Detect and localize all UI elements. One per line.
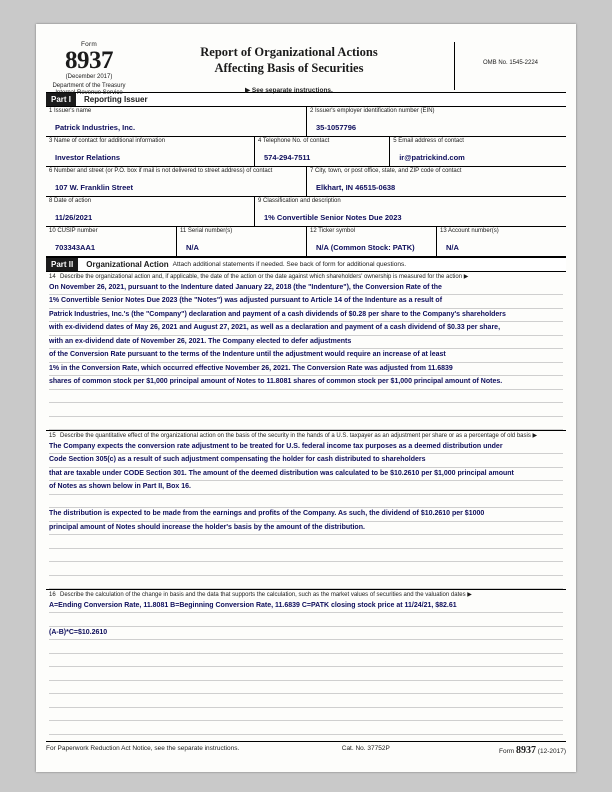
form-revision: (December 2017): [65, 74, 113, 81]
answer-line: with an ex-dividend date of November 26, 2021. The Company elected to defer adjustments: [49, 336, 563, 350]
form-title-block: [134, 44, 444, 94]
field-serial-number[interactable]: [176, 227, 306, 256]
answer-line: [49, 562, 563, 576]
answer-line: The Company expects the conversion rate adjustment to be treated for U.S. federal income tax purposes as a deemed distribution under: [49, 441, 563, 455]
question-16-prompt: [46, 590, 566, 600]
field-contact-email-value: ir@patrickind.com: [399, 152, 465, 162]
field-contact-name-label: 3 Name of contact for additional information: [49, 138, 166, 144]
answer-line: shares of common stock per $1,000 principal amount of Notes to 11.8081 shares of common stock per $1,000 principal amount of Notes.: [49, 376, 563, 390]
answer-line: [49, 721, 563, 735]
answer-line: with ex-dividend dates of May 26, 2021 and August 27, 2021, as well as a declaration and payment of a cash dividend of $0.33 per share,: [49, 322, 563, 336]
see-instructions-note: ▶ See separate instructions.: [245, 86, 333, 94]
question-15-answer[interactable]: [46, 441, 566, 590]
field-contact-phone-label: 4 Telephone No. of contact: [258, 138, 330, 144]
field-ein-value: 35-1057796: [316, 122, 357, 132]
part-1-badge: Part I: [46, 93, 76, 106]
field-account-number-label: 13 Account number(s): [440, 228, 499, 234]
answer-line: The distribution is expected to be made from the earnings and profits of the Company. As such, the dividend of $10.2610 per $1000: [49, 508, 563, 522]
field-contact-street-value: 107 W. Franklin Street: [55, 182, 133, 192]
answer-line: [49, 694, 563, 708]
question-14-answer[interactable]: [46, 282, 566, 431]
footer-form-number: 8937: [515, 744, 536, 756]
answer-line: [49, 681, 563, 695]
field-contact-city-value: Elkhart, IN 46515-0638: [316, 182, 396, 192]
issuer-row-1: [46, 107, 566, 137]
form-department: Department of the Treasury Internal Revenue Service: [52, 83, 126, 97]
field-account-number-value: N/A: [446, 242, 459, 252]
question-14-prompt: [46, 272, 566, 282]
footer-form-revision: (12-2017): [537, 747, 566, 755]
answer-line: [49, 417, 563, 431]
part-2-title: Organizational Action: [86, 260, 169, 269]
field-serial-number-label: 11 Serial number(s): [180, 228, 233, 234]
field-ein[interactable]: [306, 107, 566, 136]
answer-line: [49, 708, 563, 722]
footer-form-id: [436, 745, 566, 756]
field-cusip[interactable]: [46, 227, 176, 256]
issuer-row-3: [46, 167, 566, 197]
answer-line: [49, 390, 563, 404]
question-16-number: 16: [49, 592, 56, 598]
field-contact-email-label: 5 Email address of contact: [393, 138, 464, 144]
answer-line: [49, 667, 563, 681]
answer-line: 1% in the Conversion Rate, which occurred effective November 26, 2021. The Conversion Rate was adjusted from 11.6839: [49, 363, 563, 377]
form-title-line2: Affecting Basis of Securities: [214, 61, 364, 76]
answer-line: [49, 613, 563, 627]
form-content: [46, 42, 566, 758]
field-contact-email[interactable]: [389, 137, 566, 166]
form-header: [46, 41, 566, 97]
issuer-row-2: [46, 137, 566, 167]
field-date-of-action-label: 8 Date of action: [49, 198, 92, 204]
form-sheet: [36, 24, 576, 772]
field-contact-city-label: 7 City, town, or post office, state, and ZIP code of contact: [310, 168, 462, 174]
field-date-of-action-value: 11/26/2021: [55, 212, 93, 222]
question-15-text: Describe the quantitative effect of the organizational action on the basis of the security in the hands of a U.S. taxpayer as an adjustment per share or as a percentage of old basis ▶: [60, 433, 538, 439]
answer-line: Code Section 305(c) as a result of such adjustment compensating the holder for cash distributed to shareholders: [49, 454, 563, 468]
answer-line: principal amount of Notes should increase the holder's basis by the amount of the distribution.: [49, 522, 563, 536]
field-contact-street[interactable]: [46, 167, 306, 196]
field-contact-phone-value: 574-294-7511: [264, 152, 311, 162]
question-15: [46, 431, 566, 590]
field-contact-name[interactable]: [46, 137, 254, 166]
answer-line: [49, 549, 563, 563]
issuer-row-4: [46, 197, 566, 227]
part-2-note: Attach additional statements if needed. See back of form for additional questions.: [172, 261, 407, 268]
answer-line: [49, 495, 563, 509]
question-14-number: 14: [49, 274, 56, 280]
answer-line: of Notes as shown below in Part II, Box 16.: [49, 481, 563, 495]
form-number-block: [46, 42, 132, 97]
answer-line: [49, 654, 563, 668]
catalog-number: Cat. No. 37752P: [341, 744, 390, 752]
field-date-of-action[interactable]: [46, 197, 254, 226]
question-16-text: Describe the calculation of the change in basis and the data that supports the calculation, such as the market values of securities and the valuation dates ▶: [60, 592, 472, 598]
answer-line: [49, 640, 563, 654]
form-number: 8937: [65, 46, 113, 74]
field-contact-city[interactable]: [306, 167, 566, 196]
answer-line: [49, 576, 563, 590]
form-title-line1: Report of Organizational Actions: [200, 45, 378, 59]
part-1-title: Reporting Issuer: [84, 95, 148, 104]
form-word-label: Form: [81, 41, 97, 48]
field-issuer-name-value: Patrick Industries, Inc.: [55, 122, 136, 132]
field-issuer-name-label: 1 Issuer's name: [49, 108, 92, 114]
part-2-badge: Part II: [46, 258, 78, 271]
field-cusip-label: 10 CUSIP number: [49, 228, 98, 234]
field-classification-label: 9 Classification and description: [258, 198, 341, 204]
issuer-row-5: [46, 227, 566, 257]
answer-line: (A-B)*C=$10.2610: [49, 627, 563, 641]
field-serial-number-value: N/A: [186, 242, 199, 252]
answer-line: [49, 535, 563, 549]
question-16: [46, 590, 566, 735]
answer-line: A=Ending Conversion Rate, 11.8081 B=Beginning Conversion Rate, 11.6839 C=PATK closing stock price at 11/24/21, $82.61: [49, 600, 563, 614]
question-14-text: Describe the organizational action and, if applicable, the date of the action or the date against which shareholders' ownership is measured for the action ▶: [60, 274, 469, 280]
answer-line: [49, 403, 563, 417]
field-classification-value: 1% Convertible Senior Notes Due 2023: [264, 212, 402, 222]
field-contact-street-label: 6 Number and street (or P.O. box if mail is not delivered to street address) of contact: [49, 168, 273, 174]
field-ticker-symbol-label: 12 Ticker symbol: [310, 228, 356, 234]
question-14: [46, 272, 566, 431]
question-15-number: 15: [49, 433, 56, 439]
field-contact-phone[interactable]: [254, 137, 389, 166]
field-cusip-value: 703343AA1: [55, 242, 96, 252]
field-ticker-symbol-value: N/A (Common Stock: PATK): [316, 242, 415, 252]
answer-line: 1% Convertible Senior Notes Due 2023 (the "Notes") was adjusted pursuant to Article 14 of the Indenture as a result of: [49, 295, 563, 309]
field-classification[interactable]: [254, 197, 566, 226]
answer-line: Patrick Industries, Inc.'s (the "Company") declaration and payment of a cash dividends of $0.28 per share to the Company's shareholders: [49, 309, 563, 323]
question-15-prompt: [46, 431, 566, 441]
field-contact-name-value: Investor Relations: [55, 152, 121, 162]
form-footer: [46, 741, 566, 756]
omb-number: OMB No. 1545-2224: [454, 42, 566, 90]
answer-line: of the Conversion Rate pursuant to the terms of the Indenture until the adjustment would require an increase of at least: [49, 349, 563, 363]
question-16-answer[interactable]: [46, 600, 566, 735]
answer-line: that are taxable under CODE Section 301. The amount of the deemed distribution was calculated to be $10.2610 per $1,000 principal amount: [49, 468, 563, 482]
field-issuer-name[interactable]: [46, 107, 306, 136]
field-ein-label: 2 Issuer's employer identification number (EIN): [310, 108, 435, 114]
field-account-number[interactable]: [436, 227, 566, 256]
part-2-bar: [46, 257, 566, 272]
paperwork-notice: For Paperwork Reduction Act Notice, see the separate instructions.: [46, 744, 240, 752]
answer-line: On November 26, 2021, pursuant to the Indenture dated January 22, 2018 (the "Indenture"), the Conversion Rate of the: [49, 282, 563, 296]
field-ticker-symbol[interactable]: [306, 227, 436, 256]
footer-form-label: Form: [499, 747, 515, 755]
